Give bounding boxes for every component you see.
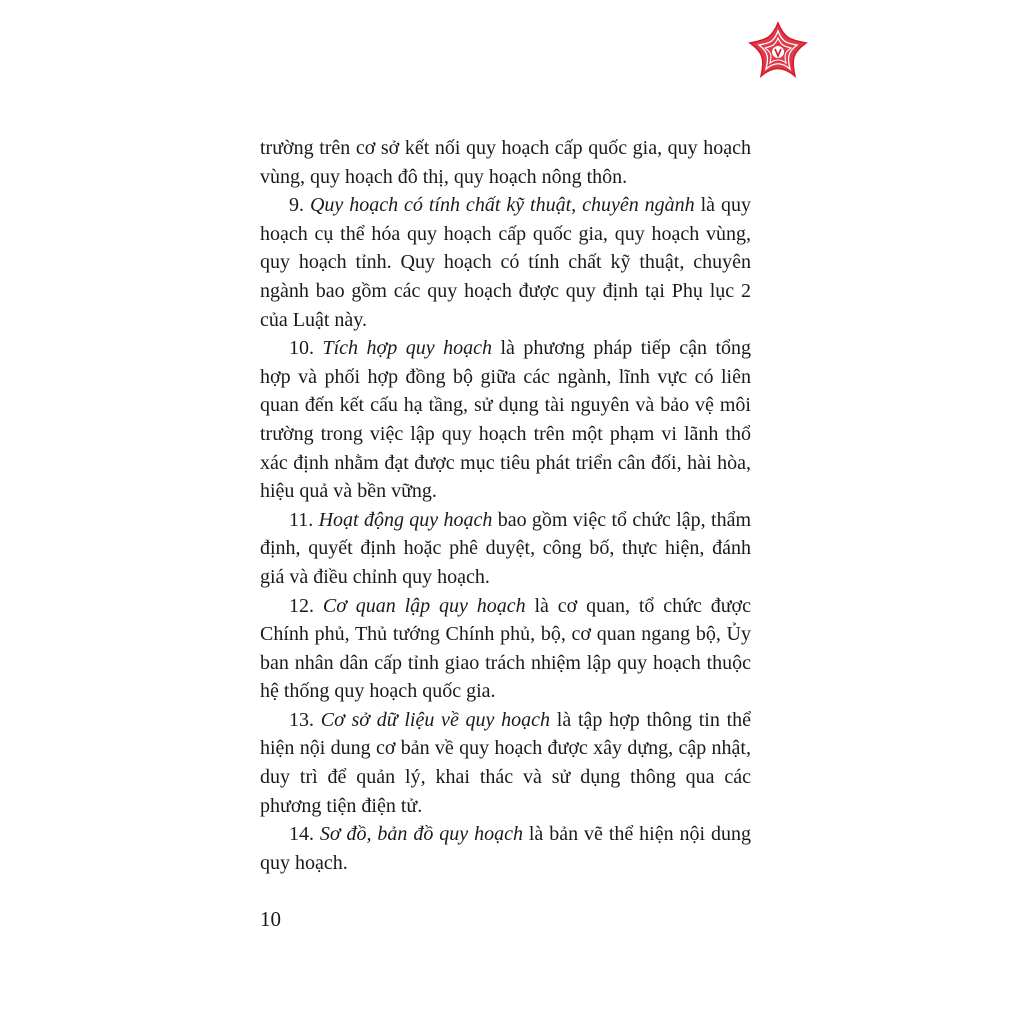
defined-term: Quy hoạch có tính chất kỹ thuật, chuyên ngành <box>309 194 695 217</box>
definition-text: bao gồm việc tổ chức lập, thẩm định, quyết định hoặc phê duyệt, công bố, thực hiện, đánh giá và điều chỉnh quy hoạch. <box>260 508 752 588</box>
defined-term: Sơ đồ, bản đồ quy hoạch <box>319 823 523 846</box>
page-number: 10 <box>260 907 281 931</box>
definition-text: là tập hợp thông tin thể hiện nội dung cơ bản về quy hoạch được xây dựng, cập nhật, duy trì để quản lý, khai thác và sử dụng thông qua các phương tiện điện tử. <box>260 708 752 817</box>
item-number: 10. <box>289 337 314 360</box>
item-number: 13. <box>289 708 314 731</box>
defined-term: Cơ sở dữ liệu về quy hoạch <box>320 708 551 731</box>
defined-term: Hoạt động quy hoạch <box>318 508 493 531</box>
definition-paragraph <box>260 134 751 191</box>
definition-paragraph <box>260 334 751 506</box>
paragraph-text: trường trên cơ sở kết nối quy hoạch cấp quốc gia, quy hoạch vùng, quy hoạch đô thị, quy hoạch nông thôn. <box>260 137 751 188</box>
definition-paragraph <box>260 191 751 334</box>
defined-term: Tích hợp quy hoạch <box>322 337 492 360</box>
definition-paragraph <box>260 706 751 820</box>
item-number: 12. <box>289 594 314 617</box>
definition-text: là bản vẽ thể hiện nội dung quy hoạch. <box>260 823 751 874</box>
definition-paragraph <box>260 506 751 592</box>
page-text <box>260 134 751 877</box>
definition-text: là cơ quan, tổ chức được Chính phủ, Thủ tướng Chính phủ, bộ, cơ quan ngang bộ, Ủy ban nhân dân cấp tỉnh giao trách nhiệm lập quy hoạch thuộc hệ thống quy hoạch quốc gia. <box>260 594 751 703</box>
definition-paragraph <box>260 592 751 706</box>
item-number: 9. <box>289 194 304 217</box>
publisher-star-emblem-icon <box>746 20 810 84</box>
definition-paragraph <box>260 820 751 877</box>
definition-text: là phương pháp tiếp cận tổng hợp và phối hợp đồng bộ giữa các ngành, lĩnh vực có liên quan đến kết cấu hạ tầng, sử dụng tài nguyên và bảo vệ môi trường trong việc lập quy hoạch trên một phạm vi lãnh thổ xác định nhằm đạt được mục tiêu phát triển cân đối, hài hòa, hiệu quả và bền vững. <box>260 337 752 503</box>
definition-text: là quy hoạch cụ thể hóa quy hoạch cấp quốc gia, quy hoạch vùng, quy hoạch tỉnh. Quy hoạch có tính chất kỹ thuật, chuyên ngành bao gồm các quy hoạch được quy định tại Phụ lục 2 của Luật này. <box>260 194 752 331</box>
item-number: 11. <box>289 508 314 531</box>
defined-term: Cơ quan lập quy hoạch <box>322 594 526 617</box>
item-number: 14. <box>289 823 314 846</box>
